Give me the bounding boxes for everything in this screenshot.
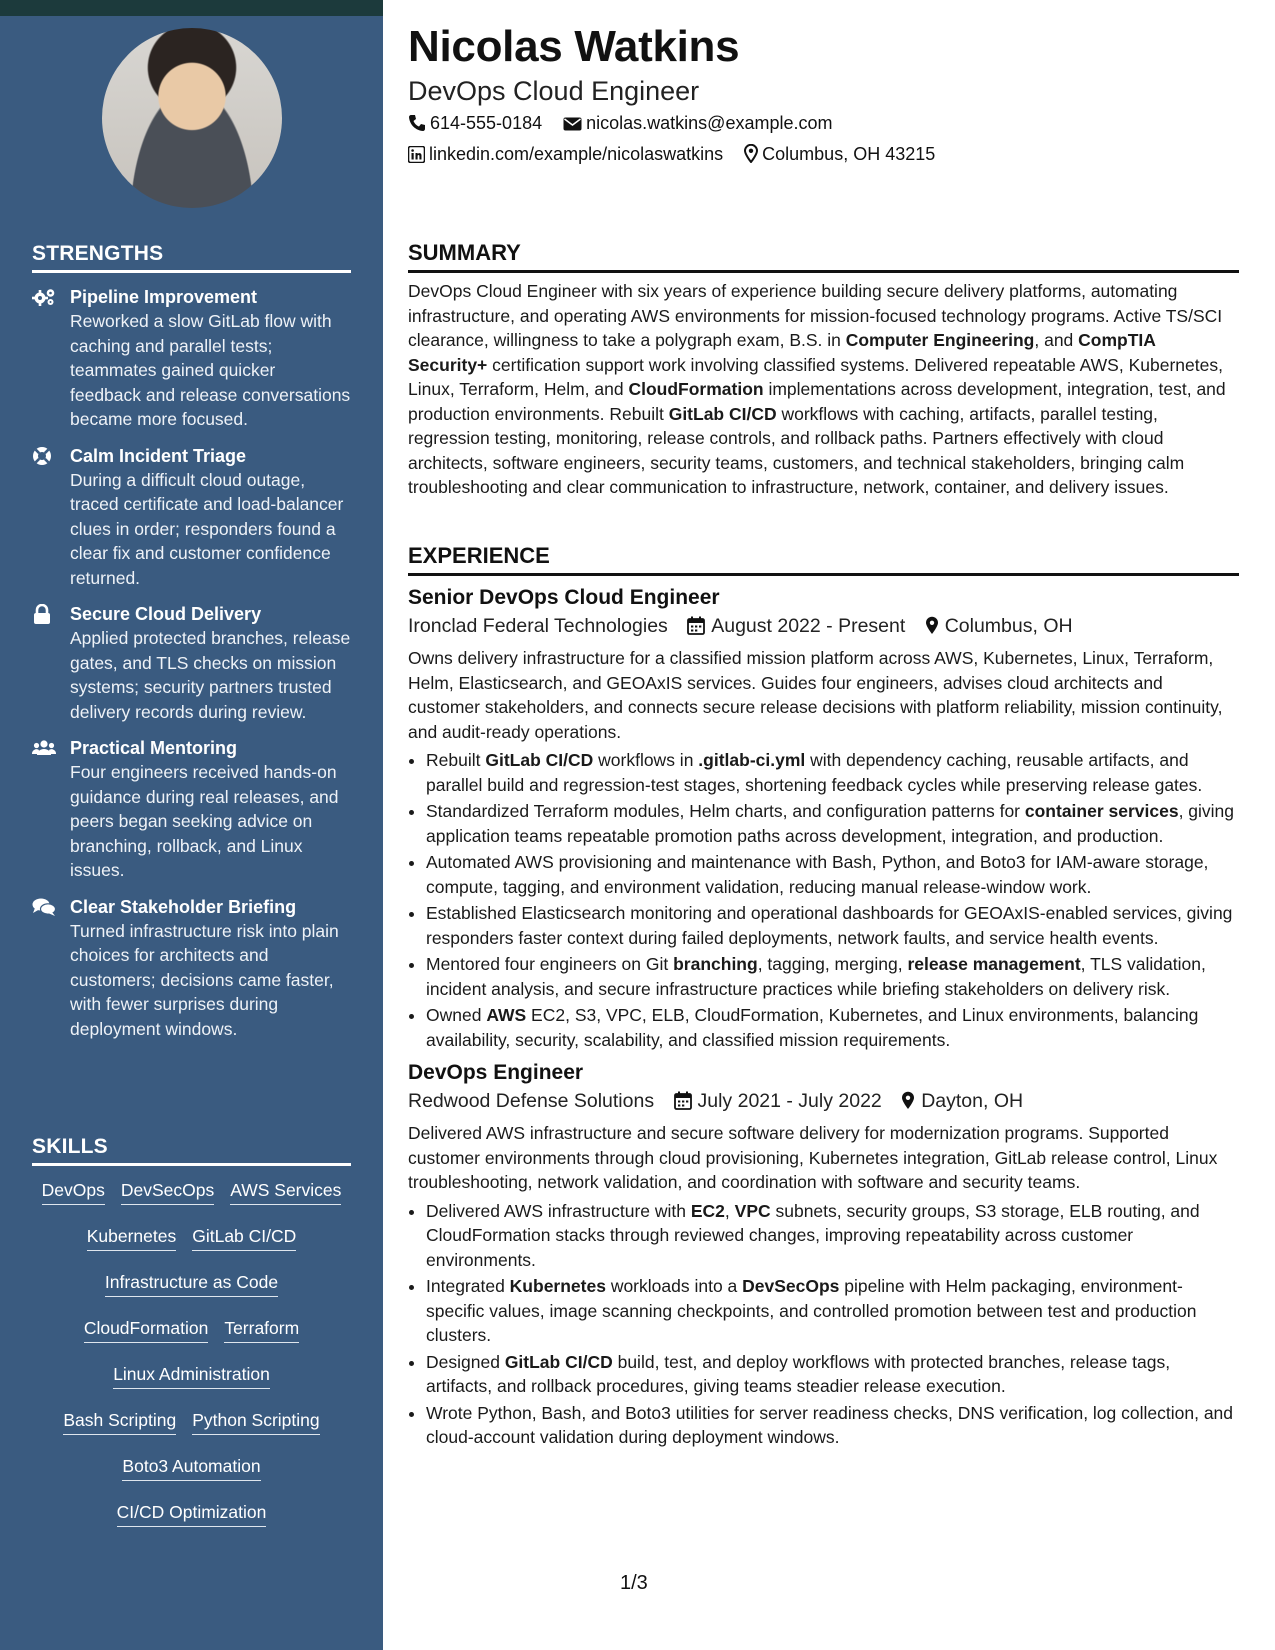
strength-item [32, 895, 351, 1042]
calendar-icon [687, 616, 705, 635]
job-dates [687, 615, 905, 638]
job-dates [674, 1090, 882, 1113]
candidate-name: Nicolas Watkins [408, 22, 740, 71]
text-run: Owned [426, 1005, 487, 1025]
envelope-icon [563, 116, 582, 132]
lock-icon [32, 604, 56, 624]
users-icon [32, 738, 56, 758]
text-run: Delivered AWS infrastructure with [426, 1200, 691, 1221]
skills-heading: SKILLS [32, 1135, 351, 1166]
sidebar [0, 16, 383, 1650]
skill-tag: DevOps [42, 1178, 105, 1205]
bold-text: CloudFormation [628, 379, 764, 399]
job-summary: Owns delivery infrastructure for a classified mission platform across AWS, Kubernetes, Linux, Terraform, Helm, Elasticsearch, and GEOAxIS services. Guides four engineers, advises cloud architects and customer stakeholders, and connects secure release decisions with platform reliability, mission continuity, and audit-ready operations. [408, 648, 1223, 742]
bullet-item [426, 799, 1239, 848]
bold-text: container services [1024, 801, 1179, 821]
strength-text: Turned infrastructure risk into plain choices for architects and customers; decisions came faster, with fewer surprises during deployment windows. [70, 920, 339, 1039]
job-meta [408, 615, 1239, 638]
text-run: , and [1034, 330, 1079, 350]
bold-text: release management [907, 954, 1081, 974]
skill-tag: Boto3 Automation [122, 1454, 260, 1481]
job-location [901, 1090, 1023, 1113]
experience-heading: EXPERIENCE [408, 543, 1239, 576]
map-pin-icon [744, 144, 758, 163]
contact-location [744, 144, 935, 165]
skill-tag: Python Scripting [192, 1408, 319, 1435]
summary-heading: SUMMARY [408, 240, 1239, 273]
text-run: , tagging, merging, [757, 954, 908, 974]
bullet-item [426, 748, 1239, 797]
phone-icon [408, 114, 426, 132]
page-indicator: 1/3 [620, 1572, 648, 1594]
map-marker-icon [901, 1091, 915, 1110]
text-run: Automated AWS provisioning and maintenance with Bash, Python, and Boto3 for IAM-aware storage, compute, tagging, and environment validation, reducing manual release-window work. [426, 852, 1209, 897]
strength-title: Calm Incident Triage [70, 445, 247, 466]
strength-title: Clear Stakeholder Briefing [70, 896, 297, 917]
bold-text: EC2 [690, 1200, 725, 1221]
contact-email[interactable] [563, 113, 832, 134]
strengths-section [32, 242, 351, 1041]
text-run: build, test, and deploy workflows with protected branches, release tags, artifacts, and rollback procedures, giving teams steadier release execution. [426, 1351, 1171, 1396]
experience-section [408, 543, 1239, 1452]
bullet-item [426, 1199, 1239, 1273]
bullet-item [426, 901, 1239, 950]
job-entry [408, 1061, 1239, 1450]
bold-text: .gitlab-ci.yml [698, 750, 806, 770]
text-run: workloads into a [605, 1276, 743, 1296]
contact-linkedin[interactable] [408, 144, 723, 165]
text-run: pipeline with Helm packaging, environment-specific values, image scanning checkpoints, and controlled promotion between test and production clusters. [426, 1276, 1197, 1345]
map-marker-icon [925, 616, 939, 635]
strength-item [32, 285, 351, 432]
skill-tag: DevSecOps [121, 1178, 214, 1205]
bold-text: GitLab CI/CD [668, 403, 777, 424]
skills-section [32, 1135, 351, 1546]
text-run: subnets, security groups, S3 storage, ELB routing, and CloudFormation stacks through reviewed changes, improving repeatability across customer environments. [426, 1200, 1200, 1270]
text-run: Rebuilt [426, 750, 486, 770]
skill-tag: Kubernetes [87, 1224, 177, 1251]
bullet-item [426, 952, 1239, 1001]
job-dates-text: July 2021 - July 2022 [697, 1090, 882, 1112]
text-run: EC2, S3, VPC, ELB, CloudFormation, Kubernetes, and Linux environments, balancing availability, security, scalability, and classified mission requirements. [426, 1005, 1199, 1050]
job-title: DevOps Engineer [408, 1061, 584, 1084]
job-company: Redwood Defense Solutions [408, 1090, 655, 1112]
strength-title: Practical Mentoring [70, 738, 238, 758]
job-location-text: Columbus, OH [944, 615, 1073, 637]
skill-tag: AWS Services [230, 1178, 341, 1205]
job-dates-text: August 2022 - Present [711, 615, 906, 637]
strengths-heading: STRENGTHS [32, 242, 351, 273]
location-text: Columbus, OH 43215 [762, 144, 936, 164]
job-company: Ironclad Federal Technologies [408, 615, 668, 637]
strength-text: Applied protected branches, release gates, and TLS checks on mission systems; security partners trusted delivery records during review. [70, 628, 351, 722]
text-run: Standardized Terraform modules, Helm charts, and configuration patterns for [426, 801, 1025, 821]
text-run: Designed [426, 1351, 505, 1372]
skill-tag: Linux Administration [113, 1362, 270, 1389]
bullet-item [426, 1274, 1239, 1348]
skills-list [32, 1178, 351, 1527]
bold-text: Computer Engineering [845, 330, 1035, 350]
strength-item [32, 444, 351, 591]
strength-item [32, 602, 351, 724]
text-run: DevOps Cloud Engineer with six years of experience building secure delivery platforms, automating infrastructure, and operating AWS environments for mission-focused technology programs. Active TS/SCI clearance, willingness to take a polygraph exam, B.S. in [408, 281, 1223, 350]
summary-section [408, 240, 1239, 500]
skill-tag: Infrastructure as Code [105, 1270, 278, 1297]
bold-text: DevSecOps [742, 1276, 840, 1296]
comments-icon [32, 897, 56, 917]
phone-text: 614-555-0184 [430, 113, 543, 133]
strength-title: Secure Cloud Delivery [70, 604, 262, 624]
skill-tag: Bash Scripting [63, 1408, 176, 1435]
calendar-icon [674, 1091, 692, 1110]
strength-item [32, 736, 351, 883]
text-run: Integrated [426, 1276, 510, 1296]
contact-phone [408, 113, 542, 134]
strength-title: Pipeline Improvement [70, 287, 258, 307]
text-run: , TLS validation, incident analysis, and secure infrastructure practices while briefing stakeholders on delivery risk. [426, 954, 1206, 999]
strength-text: Four engineers received hands-on guidance during real releases, and peers began seeking advice on branching, rollback, and Linux issues. [70, 762, 339, 880]
bullet-item [426, 1003, 1239, 1052]
skill-tag: GitLab CI/CD [192, 1224, 296, 1251]
bold-text: AWS [486, 1005, 527, 1025]
skill-tag: Terraform [224, 1316, 299, 1343]
strength-text: Reworked a slow GitLab flow with caching and parallel tests; teammates gained quicker feedback and release conversations became more focused. [70, 311, 351, 429]
contact-row-1 [408, 113, 849, 134]
skill-tag: CI/CD Optimization [117, 1500, 267, 1527]
text-run: , [724, 1200, 735, 1221]
text-run: Established Elasticsearch monitoring and operational dashboards for GEOAxIS-enabled services, giving responders faster context during failed deployments, network faults, and service health events. [426, 903, 1233, 948]
skill-tag: CloudFormation [84, 1316, 209, 1343]
strength-text: During a difficult cloud outage, traced certificate and load-balancer clues in order; responders found a clear fix and customer confidence returned. [70, 469, 344, 588]
job-meta [408, 1090, 1239, 1113]
linkedin-text: linkedin.com/example/nicolaswatkins [429, 144, 724, 164]
text-run: with dependency caching, reusable artifacts, and parallel build and regression-test stages, shortening feedback cycles while preserving release gates. [426, 750, 1203, 795]
text-run: workflows in [593, 750, 699, 770]
text-run: , giving application teams repeatable promotion paths across development, integration, and production. [426, 801, 1235, 846]
profile-photo [102, 28, 282, 208]
job-location [925, 615, 1073, 638]
email-text: nicolas.watkins@example.com [586, 113, 833, 133]
life-ring-icon [32, 446, 56, 466]
summary-text [408, 279, 1239, 500]
bold-text: CompTIA Security+ [408, 330, 1156, 375]
text-run: Mentored four engineers on Git [426, 954, 674, 974]
bold-text: GitLab CI/CD [504, 1351, 613, 1372]
sidebar-top-accent [0, 0, 383, 16]
job-bullets [408, 748, 1239, 1052]
job-location-text: Dayton, OH [921, 1090, 1024, 1112]
bold-text: Kubernetes [509, 1276, 606, 1296]
bullet-item [426, 850, 1239, 899]
bold-text: VPC [734, 1200, 771, 1221]
job-entry [408, 586, 1239, 1052]
bullet-item [426, 1401, 1239, 1450]
job-title: Senior DevOps Cloud Engineer [408, 586, 720, 609]
bullet-item [426, 1350, 1239, 1399]
contact-row-2 [408, 144, 951, 165]
text-run: certification support work involving classified systems. Delivered repeatable AWS, Kubernetes, Linux, Terraform, Helm, and [408, 354, 1223, 399]
text-run: implementations across development, integration, test, and production environments. Rebuilt [408, 379, 1226, 424]
text-run: workflows with caching, artifacts, parallel testing, regression testing, monitoring, release controls, and rollback paths. Partners effectively with cloud architects, software engineers, security teams, customers, and technical stakeholders, bringing calm troubleshooting and clear communication to infrastructure, network, container, and delivery issues. [408, 403, 1185, 497]
bold-text: branching [673, 954, 758, 974]
job-bullets [408, 1199, 1239, 1450]
job-summary: Delivered AWS infrastructure and secure software delivery for modernization programs. Supported customer environments through cloud provisioning, Kubernetes integration, GitLab release control, Linux troubleshooting, network validation, and coordination with software and security teams. [408, 1123, 1218, 1192]
text-run: Wrote Python, Bash, and Boto3 utilities for server readiness checks, DNS verification, log collection, and cloud-account validation during deployment windows. [426, 1402, 1234, 1447]
candidate-title: DevOps Cloud Engineer [408, 76, 700, 106]
bold-text: GitLab CI/CD [485, 750, 594, 770]
linkedin-icon [408, 146, 425, 163]
gears-icon [32, 287, 56, 307]
